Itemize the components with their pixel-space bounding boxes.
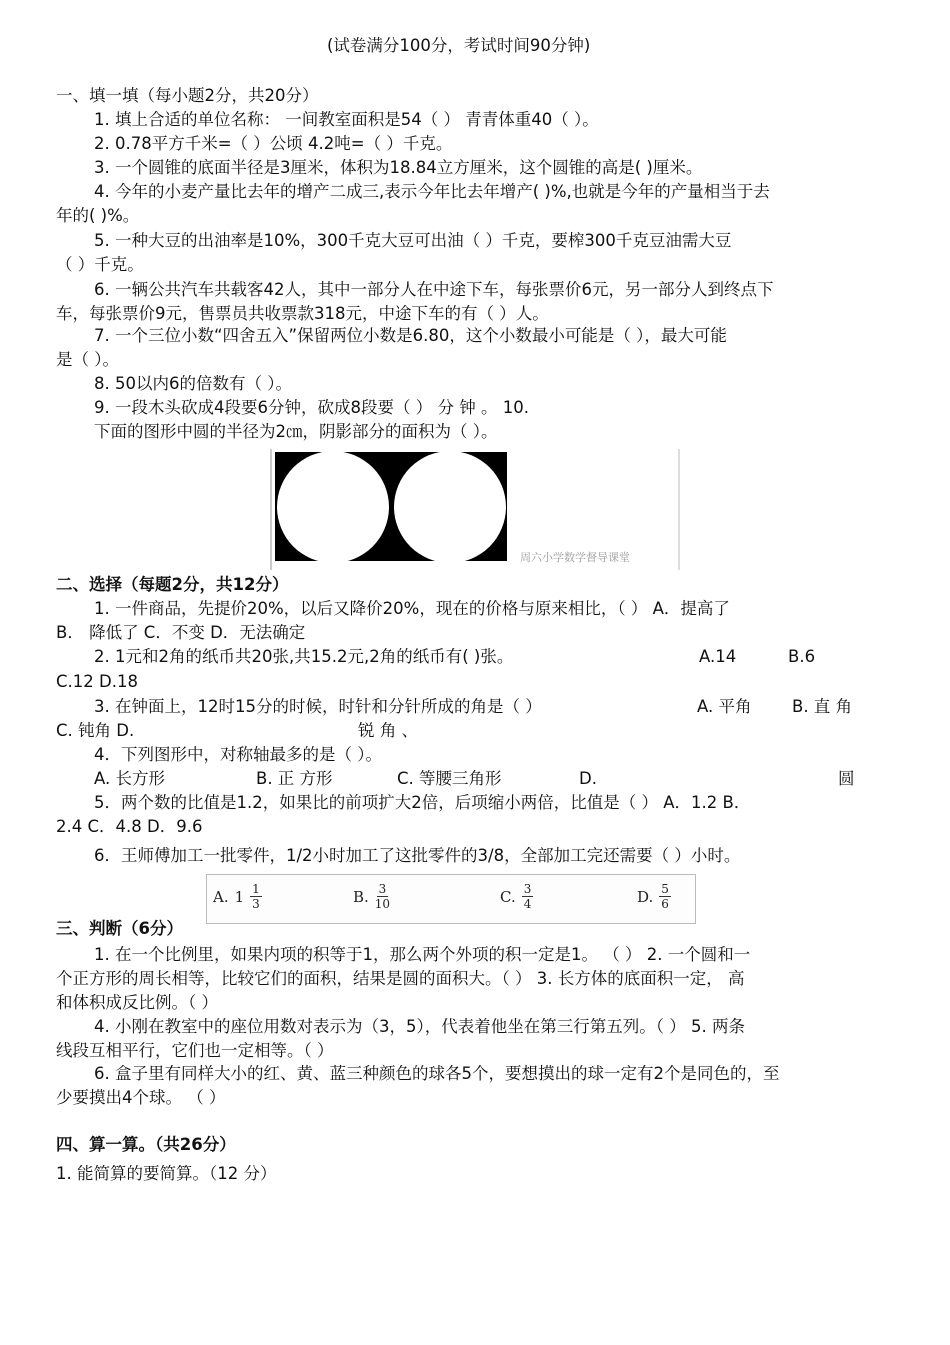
option-label: A.: [213, 887, 229, 906]
option-fraction: [375, 882, 390, 911]
circles-figure-svg: [270, 449, 680, 570]
question-line: C.12 D.18: [56, 672, 138, 691]
question-line: 2.4 C．4.8 D．9.6: [56, 817, 203, 836]
question-line: 是（ ）。: [56, 350, 119, 369]
option-label: D.: [637, 887, 654, 906]
option-numerator: 3: [378, 882, 387, 896]
option-text: 锐 角 、: [358, 721, 418, 740]
option-fraction: [659, 882, 671, 911]
option-label: C.: [500, 887, 516, 906]
question-line: 少要摸出4个球。 （ ）: [56, 1088, 226, 1107]
question-line: 1. 填上合适的单位名称： 一间教室面积是54（ ） 青青体重40（ ）。: [94, 110, 599, 129]
exam-header: (试卷满分100分，考试时间90分钟): [327, 36, 591, 55]
question-line: 车，每张票价9元，售票员共收票款318元，中途下车的有（ ）人。: [56, 304, 549, 323]
section-3-title: 三、判断（6分）: [56, 919, 183, 938]
option-denominator: 6: [661, 897, 669, 911]
option-a: [213, 882, 262, 911]
question-line: 8. 50以内6的倍数有（ ）。: [94, 374, 292, 393]
question-line: 3. 一个圆锥的底面半径是3厘米，体积为18.84立方厘米，这个圆锥的高是( )厘米。: [94, 158, 703, 177]
question-line: C. 钝角 D.: [56, 721, 135, 740]
question-line: 4．下列图形中，对称轴最多的是（ ）。: [94, 745, 382, 764]
option-d: [637, 882, 671, 911]
question-line: 4. 小刚在教室中的座位用数对表示为（3，5），代表着他坐在第三行第五列。（ ） 5. 两条: [94, 1017, 745, 1036]
option-denominator: 4: [523, 897, 532, 911]
option-text: B. 正 方形: [256, 769, 333, 788]
option-fraction: [522, 882, 534, 911]
option-c: [500, 882, 533, 911]
option-b: [353, 882, 390, 911]
question-line: B． 降低了 C．不变 D．无法确定: [56, 623, 306, 642]
question-line: 线段互相平行，它们也一定相等。（ ）: [56, 1041, 334, 1060]
option-text: B.6: [788, 647, 816, 666]
question-line: 6. 盒子里有同样大小的红、黄、蓝三种颜色的球各5个，要想摸出的球一定有2个是同色的，至: [94, 1064, 780, 1083]
watermark-text: 周六小学数学督导课堂: [520, 551, 630, 564]
question-line: 3. 在钟面上，12时15分的时候，时针和分针所成的角是（ ）: [94, 697, 542, 716]
question-line: 1. 一件商品，先提价20%，以后又降价20%，现在的价格与原来相比，（ ） A．提高了: [94, 599, 730, 618]
section-1-title: 一、填一填（每小题2分，共20分）: [56, 86, 319, 105]
answer-options-figure: [206, 874, 696, 924]
option-numerator: 3: [523, 882, 532, 896]
question-line: 5. 一种大豆的出油率是10%，300千克大豆可出油（ ）千克，要榨300千克豆油需大豆: [94, 231, 732, 250]
option-text: 圆: [838, 769, 855, 788]
section-4-title: 四、算一算。（共26分）: [56, 1135, 236, 1154]
option-numerator: 5: [661, 882, 669, 896]
option-text: B. 直 角: [792, 697, 853, 716]
option-denominator: 10: [374, 897, 391, 911]
question-line: 1. 在一个比例里，如果内项的积等于1，那么两个外项的积一定是1。 （ ） 2. 一个圆和一: [94, 945, 751, 964]
circles-figure: [270, 449, 680, 570]
section-2-title: 二、选择（每题2分，共12分）: [56, 575, 289, 594]
left-circle: [277, 451, 389, 563]
question-line: 4. 今年的小麦产量比去年的增产二成三,表示今年比去年增产( )%,也就是今年的产量相当于去: [94, 182, 770, 201]
right-circle: [394, 451, 506, 563]
question-line: 年的( )%。: [56, 206, 140, 225]
question-line: 2. 1元和2角的纸币共20张,共15.2元,2角的纸币有( )张。: [94, 647, 514, 666]
option-text: A. 平角: [697, 697, 752, 716]
option-text: A.14: [699, 647, 737, 666]
question-line: 6. 一辆公共汽车共载客42人，其中一部分人在中途下车，每张票价6元，另一部分人到终点下: [94, 280, 774, 299]
option-whole: 1: [234, 887, 245, 906]
question-line: 7. 一个三位小数“四舍五入”保留两位小数是6.80，这个小数最小可能是（ ），最大可能: [94, 326, 727, 345]
question-line: 下面的图形中圆的半径为2㎝，阴影部分的面积为（ ）。: [94, 422, 498, 441]
option-label: B.: [353, 887, 369, 906]
option-fraction: [250, 882, 262, 911]
option-text: A. 长方形: [94, 769, 165, 788]
question-line: 6．王师傅加工一批零件，1/2小时加工了这批零件的3/8，全部加工完还需要（ ）小时。: [94, 846, 741, 865]
question-line: 5．两个数的比值是1.2，如果比的前项扩大2倍，后项缩小两倍，比值是（ ） A．1.2 B．: [94, 793, 751, 812]
option-numerator: 1: [252, 882, 260, 896]
question-line: （ ）千克。: [56, 255, 144, 274]
question-line: 个正方形的周长相等，比较它们的面积，结果是圆的面积大。（ ） 3. 长方体的底面积一定， 高: [56, 969, 745, 988]
question-line: 9. 一段木头砍成4段要6分钟，砍成8段要（ ） 分 钟 。 10.: [94, 398, 529, 417]
question-line: 1. 能简算的要简算。（12 分）: [56, 1164, 277, 1183]
question-line: 和体积成反比例。（ ）: [56, 993, 218, 1012]
option-text: D.: [579, 769, 597, 788]
question-line: 2. 0.78平方千米=（ ）公顷 4.2吨=（ ）千克。: [94, 134, 453, 153]
option-denominator: 3: [252, 897, 260, 911]
option-text: C. 等腰三角形: [397, 769, 502, 788]
